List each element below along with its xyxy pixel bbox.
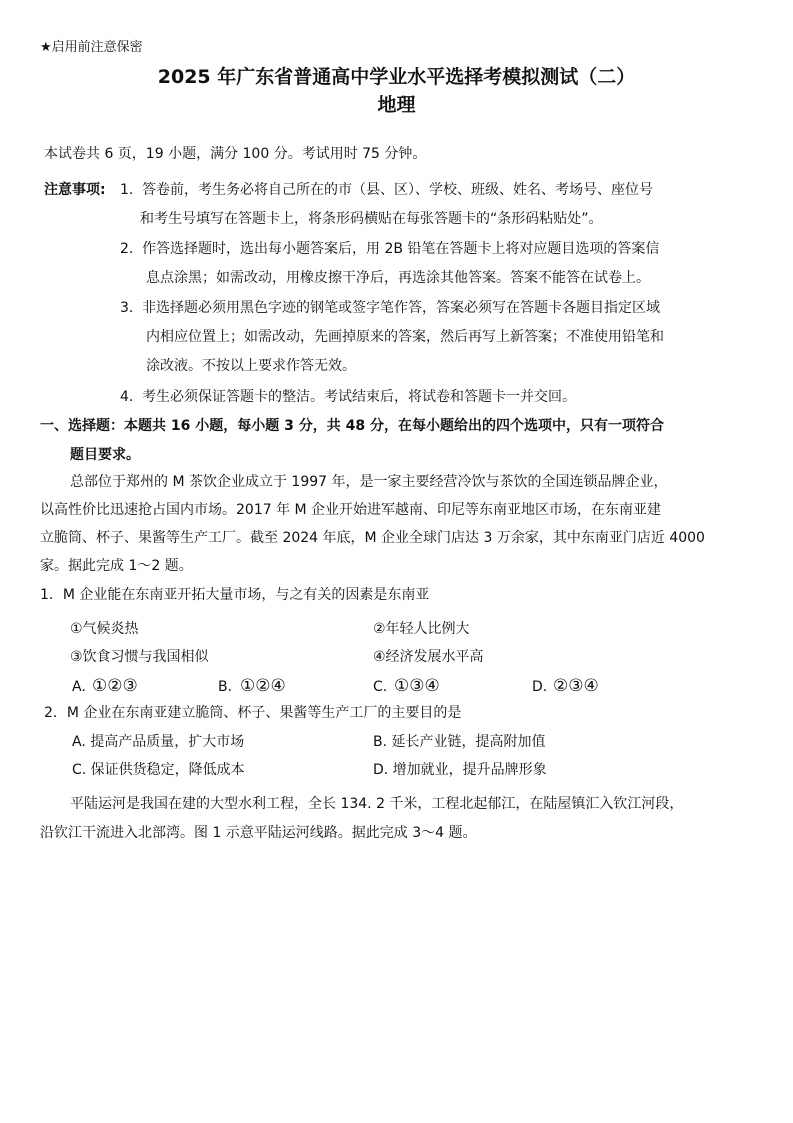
q1-statement-1: ①气候炎热 xyxy=(70,621,139,637)
notice-item-3-line-3: 涂改液。不按以上要求作答无效。 xyxy=(146,358,356,374)
exam-intro: 本试卷共 6 页，19 小题，满分 100 分。考试用时 75 分钟。 xyxy=(44,146,427,162)
question-1-stem: 1．M 企业能在东南亚开拓大量市场，与之有关的因素是东南亚 xyxy=(40,587,430,603)
section-heading-line-2: 题目要求。 xyxy=(70,447,140,463)
subject-title: 地理 xyxy=(377,94,416,116)
notice-item-2-line-1: 作答选择题时，选出每小题答案后，用 2B 铅笔在答题卡上将对应题目选项的答案信 xyxy=(142,241,660,257)
notice-item-2-line-2: 息点涂黑；如需改动，用橡皮擦干净后，再选涂其他答案。答案不能答在试卷上。 xyxy=(146,270,650,286)
q1-statement-4: ④经济发展水平高 xyxy=(373,649,484,665)
passage-1-line-2: 以高性价比迅速抢占国内市场。2017 年 M 企业开始进军越南、印尼等东南亚地区市场，在东南亚建 xyxy=(40,502,662,518)
notice-item-3-num: 3. xyxy=(120,300,134,316)
q1-option-b-text: ①②④ xyxy=(240,676,286,696)
q1-option-d-label: D. xyxy=(532,679,548,695)
passage-2-line-2: 沿钦江干流进入北部湾。图 1 示意平陆运河线路。据此完成 3～4 题。 xyxy=(40,825,477,841)
q1-option-c-label: C. xyxy=(373,679,388,695)
q1-option-b-label: B. xyxy=(218,679,233,695)
q2-option-a: A. 提高产品质量，扩大市场 xyxy=(72,734,245,750)
passage-1-line-1: 总部位于郑州的 M 茶饮企业成立于 1997 年，是一家主要经营冷饮与茶饮的全国连锁品牌企业， xyxy=(70,474,668,490)
passage-1-line-4: 家。据此完成 1～2 题。 xyxy=(40,558,193,574)
notice-item-2-num: 2. xyxy=(120,241,134,257)
question-2-stem: 2．M 企业在东南亚建立脆筒、杯子、果酱等生产工厂的主要目的是 xyxy=(44,705,462,721)
exam-title: 2025 年广东省普通高中学业水平选择考模拟测试（二） xyxy=(157,66,636,88)
passage-2-line-1: 平陆运河是我国在建的大型水利工程，全长 134. 2 千米，工程北起郁江，在陆屋镇汇入钦江河段， xyxy=(70,796,684,812)
notice-label: 注意事项: xyxy=(44,182,106,198)
section-heading-line-1: 一、选择题：本题共 16 小题，每小题 3 分，共 48 分，在每小题给出的四个选项中，只有一项符合 xyxy=(40,418,664,434)
q2-option-b: B. 延长产业链，提高附加值 xyxy=(373,734,546,750)
notice-item-1-num: 1. xyxy=(120,182,134,198)
notice-item-4-line-1: 考生必须保证答题卡的整洁。考试结束后，将试卷和答题卡一并交回。 xyxy=(142,389,576,405)
q1-option-a-text: ①②③ xyxy=(92,676,138,696)
notice-item-3-line-2: 内相应位置上；如需改动，先画掉原来的答案，然后再写上新答案；不准使用铅笔和 xyxy=(146,329,664,345)
notice-item-1-line-1: 答卷前，考生务必将自己所在的市（县、区）、学校、班级、姓名、考场号、座位号 xyxy=(142,182,653,198)
notice-item-1-line-2: 和考生号填写在答题卡上，将条形码横贴在每张答题卡的“条形码粘贴处”。 xyxy=(140,211,603,227)
q2-option-c: C. 保证供货稳定，降低成本 xyxy=(72,762,245,778)
q1-option-d-text: ②③④ xyxy=(553,676,599,696)
confidential-note: ★启用前注意保密 xyxy=(40,40,143,55)
notice-item-3-line-1: 非选择题必须用黑色字迹的钢笔或签字笔作答，答案必须写在答题卡各题目指定区域 xyxy=(142,300,660,316)
q1-option-a-label: A. xyxy=(72,679,86,695)
notice-item-4-num: 4. xyxy=(120,389,134,405)
q2-option-d: D. 增加就业，提升品牌形象 xyxy=(373,762,547,778)
q1-statement-2: ②年轻人比例大 xyxy=(373,621,470,637)
q1-option-c-text: ①③④ xyxy=(394,676,440,696)
passage-1-line-3: 立脆筒、杯子、果酱等生产工厂。截至 2024 年底，M 企业全球门店达 3 万余家，其中东南亚门店近 4000 xyxy=(40,530,705,546)
q1-statement-3: ③饮食习惯与我国相似 xyxy=(70,649,209,665)
